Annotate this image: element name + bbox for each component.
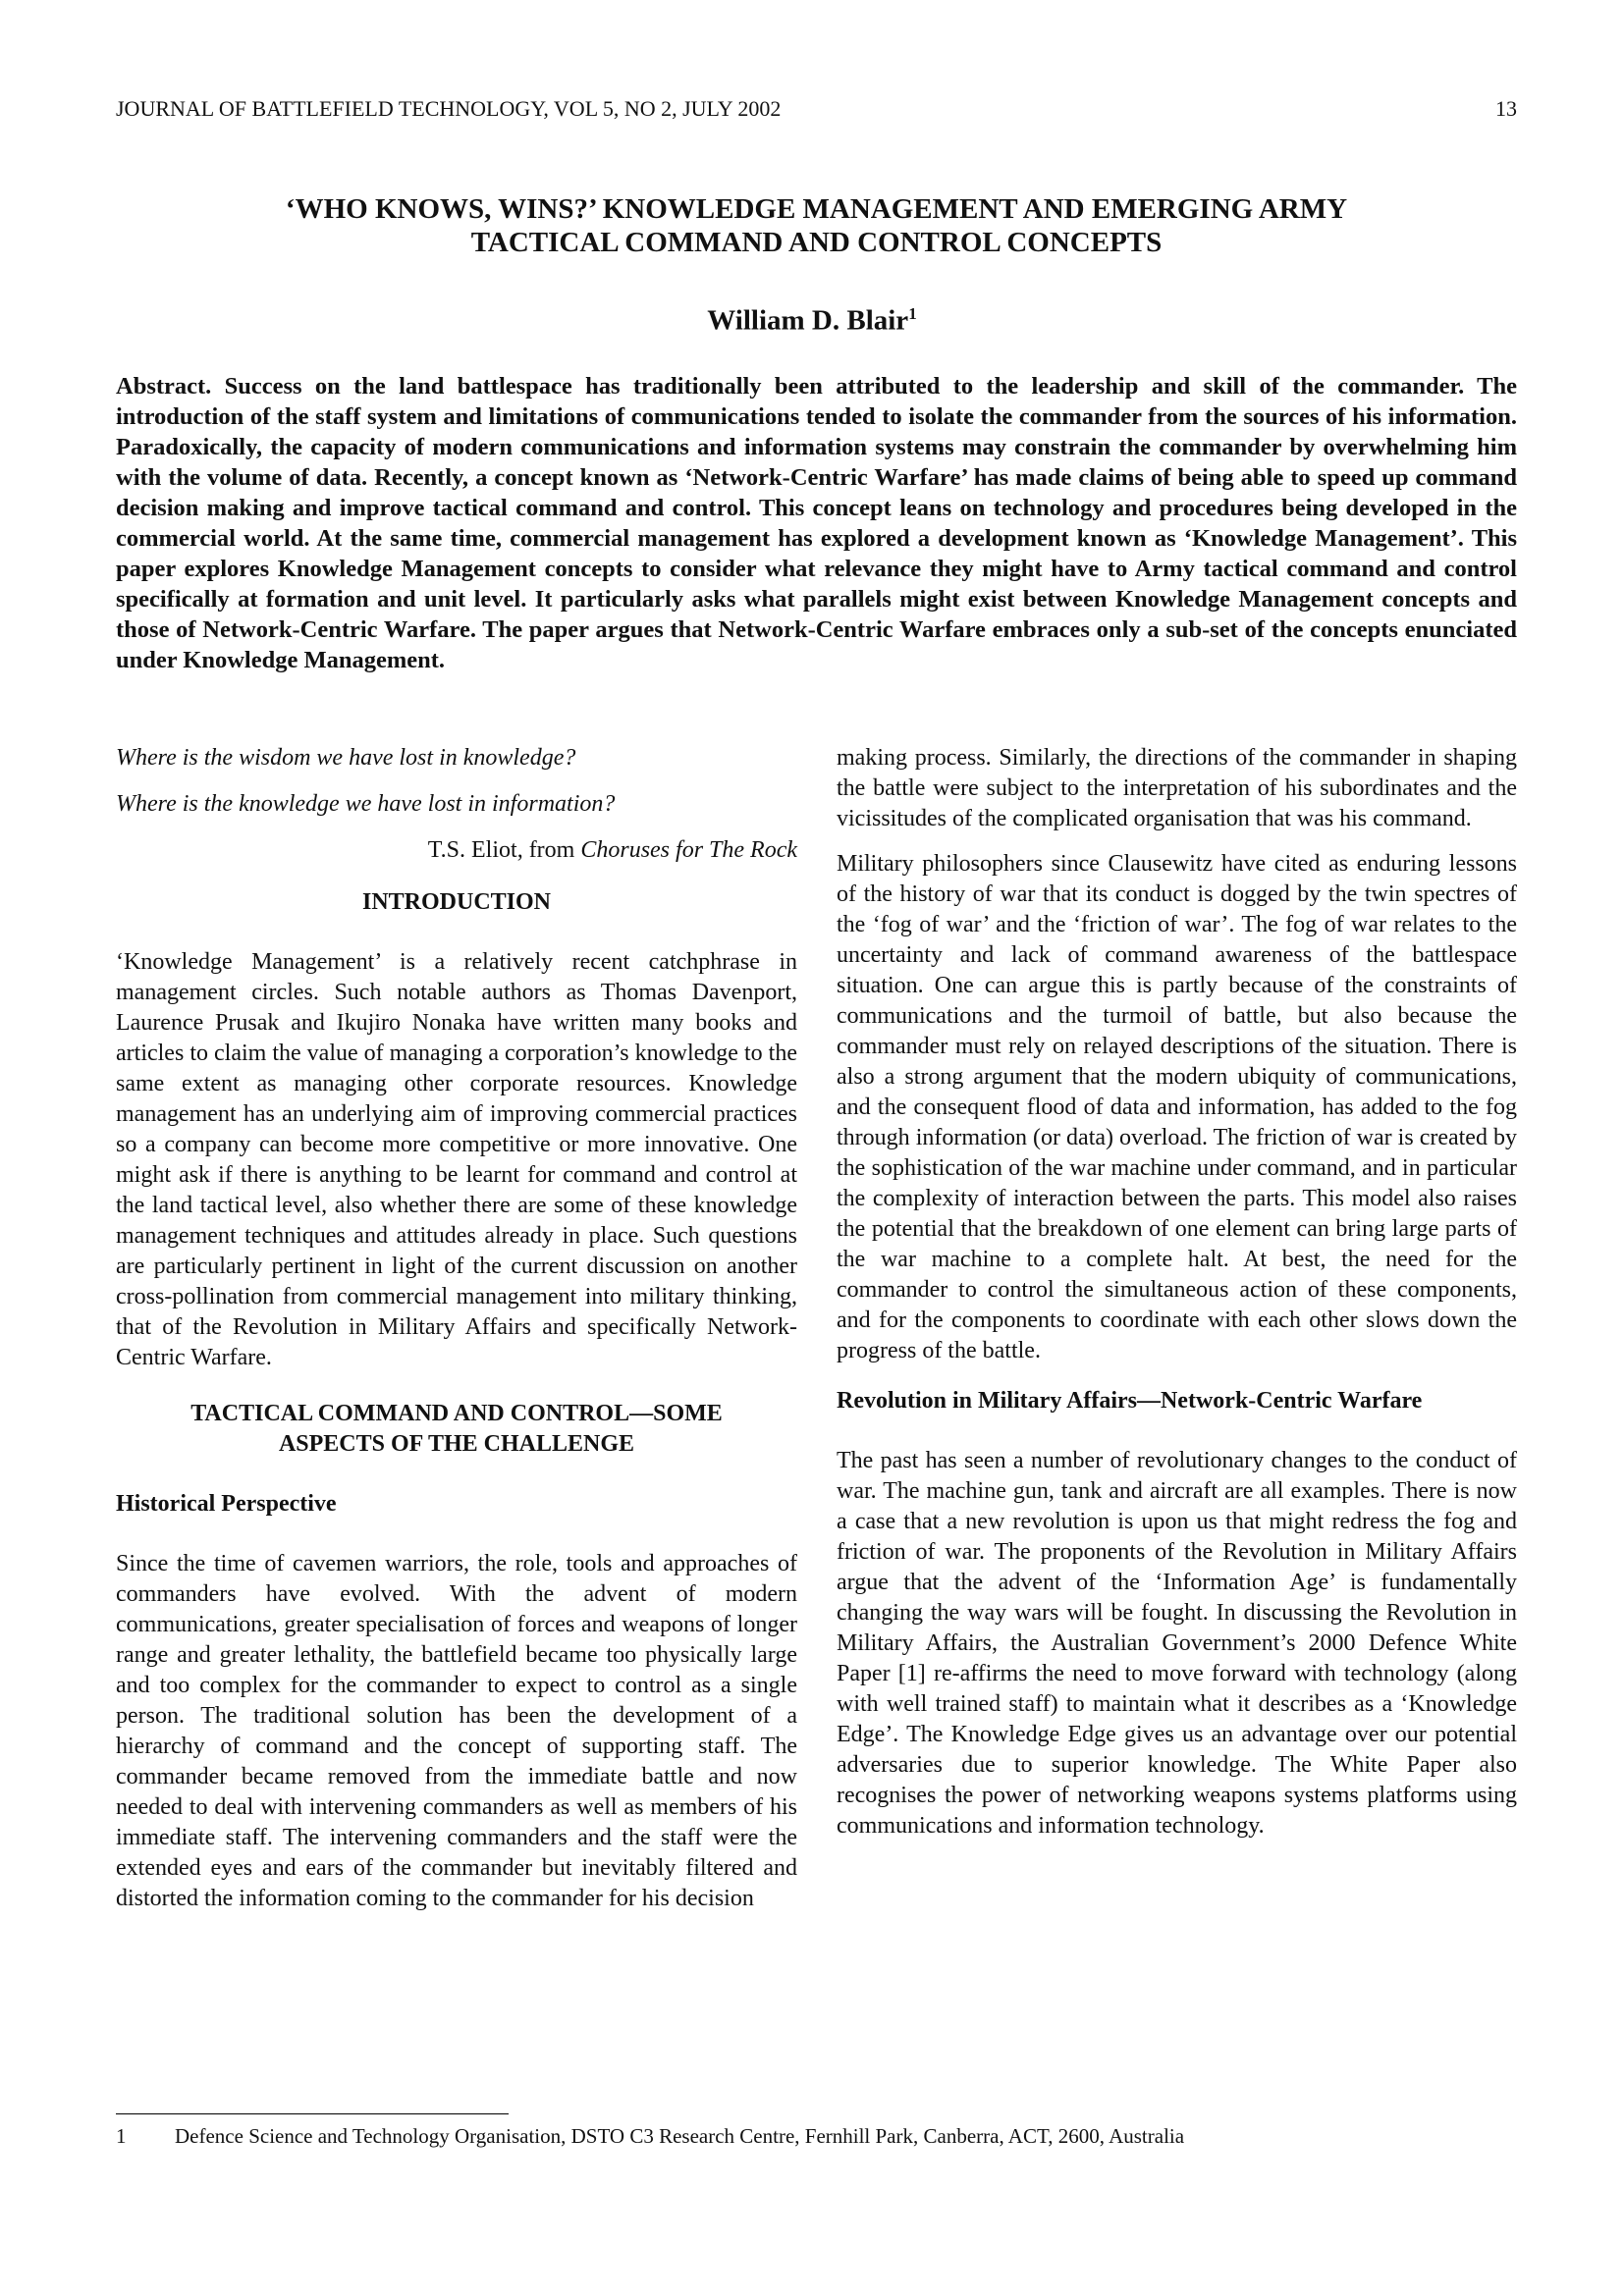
author-name: William D. Blair [707,304,909,337]
heading-introduction: INTRODUCTION [361,889,552,915]
right-column [837,743,1517,1856]
paper-title [116,192,1517,259]
paragraph: making process. Similarly, the directions of the commander in shaping the battle were subject to the interpretation of his subordinates and the vicissitudes of the complicated organisation that was his command. [837,745,1517,831]
paragraph: Military philosophers since Clausewitz have cited as enduring lessons of the history of war that its conduct is dogged by the twin spectres of the ‘fog of war’ and the ‘friction of war’. The fog of war relates to the uncertainty and lack of command awareness of the battlespace situation. One can argue this is partly because of the constraints of communications and the turmoil of battle, but also because the commander must rely on relayed descriptions of the situation. There is also a strong argument that the modern ubiquity of communications, and the consequent flood of data and information, has added to the fog through information (or data) overload. The friction of war is created by the sophistication of the war machine under command, and in particular the complexity of interaction between the parts. This model also raises the potential that the breakdown of one element can bring large parts of the war machine to a complete halt. At best, the need for the commander to control the simultaneous action of these components, and for the components to coordinate with each other slows down the progress of the battle. [837,851,1517,1363]
footnote [116,2124,1184,2149]
footnote-number: 1 [116,2124,127,2148]
intro-paragraph: ‘Knowledge Management’ is a relatively recent catchphrase in management circles. Such notable authors as Thomas Davenport, Laurence Prusak and Ikujiro Nonaka have written many books and articles to claim the value of managing a corporation’s knowledge to the same extent as managing other corporate resources. Knowledge management has an underlying aim of improving commercial practices so a company can become more competitive or more innovative. One might ask if there is anything to be learnt for command and control at the land tactical level, also whether there are some of these knowledge management techniques and attitudes already in place. Such questions are particularly pertinent in light of the current discussion on another cross-pollination from commercial management into military thinking, that of the Revolution in Military Affairs and specifically Network-Centric Warfare. [116,949,797,1370]
journal-name: JOURNAL OF BATTLEFIELD TECHNOLOGY, VOL 5, NO 2, JULY 2002 [116,96,782,121]
epigraph-line-2: Where is the knowledge we have lost in information? [116,791,616,817]
left-column [116,743,797,1929]
historical-paragraph: Since the time of cavemen warriors, the role, tools and approaches of commanders have evolved. With the advent of modern communications, greater specialisation of forces and weapons of longer range and greater lethality, the battlefield became too physically large and too complex for the commander to expect to control as a single person. The traditional solution has been the development of a hierarchy of command and the concept of supporting staff. The commander became removed from the immediate battle and now needed to deal with intervening commanders as well as members of his immediate staff. The intervening commanders and the staff were the extended eyes and ears of the commander but inevitably filtered and distorted the information coming to the commander for his decision [116,1551,797,1911]
epigraph-attribution [116,835,797,866]
footnote-rule [116,2113,509,2114]
attribution-author: T.S. Eliot, from [427,837,581,863]
heading-rma-ncw: Revolution in Military Affairs—Network-Centric Warfare [837,1388,1423,1414]
title-line-2: TACTICAL COMMAND AND CONTROL CONCEPTS [470,227,1163,258]
author [0,304,1624,338]
footnote-text: Defence Science and Technology Organisation, DSTO C3 Research Centre, Fernhill Park, Canberra, ACT, 2600, Australia [175,2124,1185,2148]
abstract: Abstract. Success on the land battlespace has traditionally been attributed to the leadership and skill of the commander. The introduction of the staff system and limitations of communications tended to isolate the commander from the sources of his information. Paradoxically, the capacity of modern communications and information systems may constrain the commander by overwhelming him with the volume of data. Recently, a concept known as ‘Network-Centric Warfare’ has made claims of being able to speed up command decision making and improve tactical command and control. This concept leans on technology and procedures being developed in the commercial world. At the same time, commercial management has explored a development known as ‘Knowledge Management’. This paper explores Knowledge Management concepts to consider what relevance they might have to Army tactical command and control specifically at formation and unit level. It particularly asks what parallels might exist between Knowledge Management concepts and those of Network-Centric Warfare. The paper argues that Network-Centric Warfare embraces only a sub-set of the concepts enunciated under Knowledge Management. [116,373,1517,673]
title-line-1: ‘WHO KNOWS, WINS?’ KNOWLEDGE MANAGEMENT AND EMERGING ARMY [285,193,1348,225]
epigraph-line-1: Where is the wisdom we have lost in knowledge? [116,745,576,771]
heading-historical-perspective: Historical Perspective [116,1491,337,1517]
footnote-ref: 1 [908,304,917,323]
running-header [116,96,1517,122]
paragraph: The past has seen a number of revolutionary changes to the conduct of war. The machine gun, tank and aircraft are all examples. There is now a case that a new revolution is upon us that might redress the fog and friction of war. The proponents of the Revolution in Military Affairs argue that the advent of the ‘Information Age’ is fundamentally changing the way wars will be fought. In discussing the Revolution in Military Affairs, the Australian Government’s 2000 Defence White Paper [1] re-affirms the need to move forward with technology (along with well trained staff) to maintain what it describes as a ‘Knowledge Edge’. The Knowledge Edge gives us an advantage over our potential adversaries due to superior knowledge. The White Paper also recognises the power of networking weapons systems platforms using communications and information technology. [837,1448,1517,1839]
page-number: 13 [1495,96,1517,121]
attribution-work: Choruses for The Rock [580,837,797,863]
heading-tactical-c2: TACTICAL COMMAND AND CONTROL—SOME ASPECTS OF THE CHALLENGE [190,1401,723,1457]
